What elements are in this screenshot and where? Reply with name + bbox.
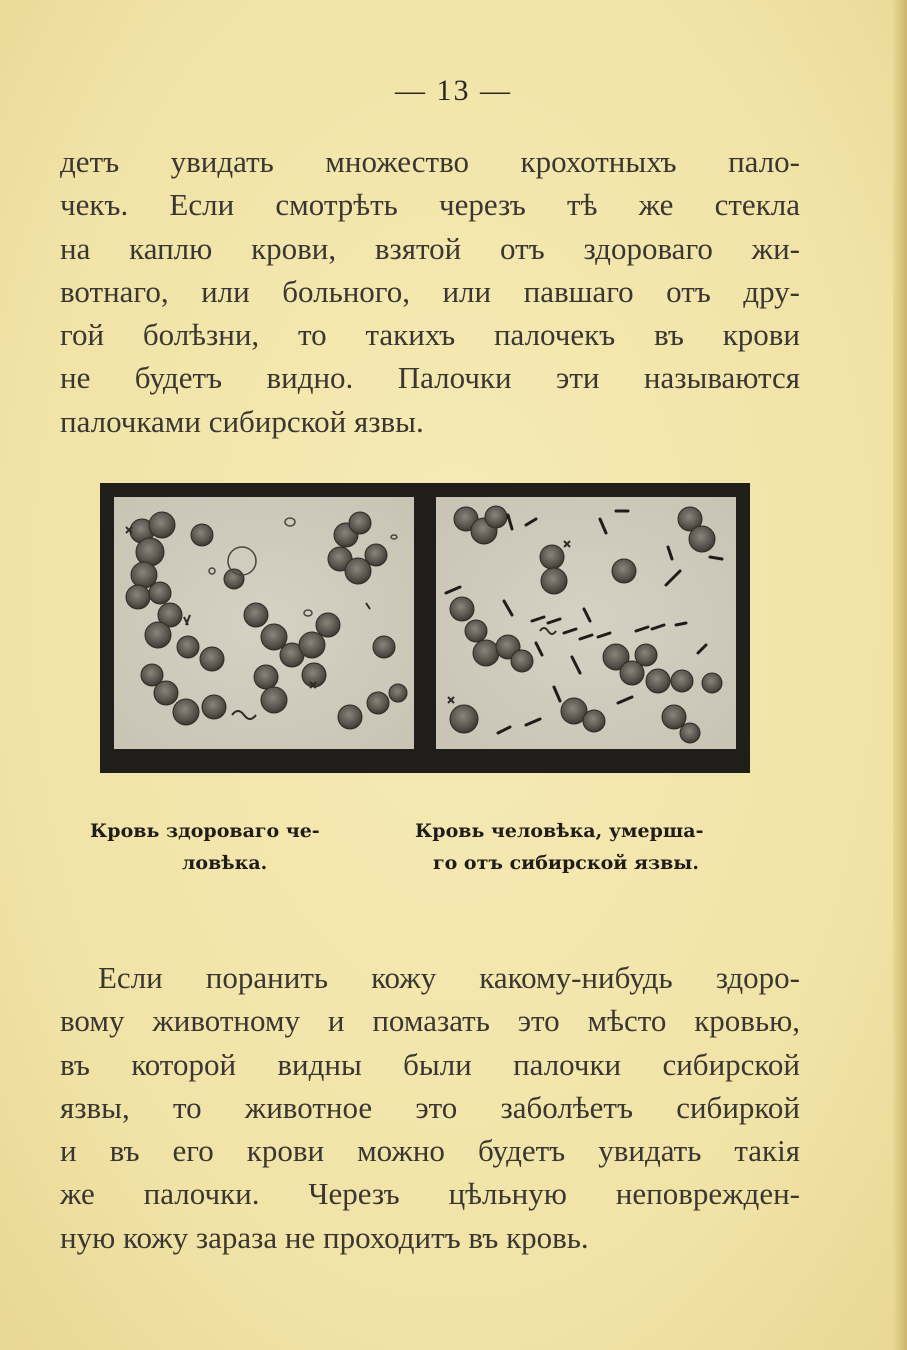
text-line: палочками сибирской язвы. (60, 403, 424, 439)
anthrax-blood-panel (436, 497, 736, 749)
healthy-blood-panel (114, 497, 414, 749)
text-line: не будетъ видно. Палочки эти называются (60, 360, 800, 396)
anthrax-blood-cells-drawing (436, 497, 736, 749)
text-line: гой болѣзни, то такихъ палочекъ въ крови (60, 317, 800, 353)
caption-line: Кровь здороваго че- (90, 820, 320, 842)
page-edge (893, 0, 907, 1350)
text-line: въ которой видны были палочки сибирской (60, 1046, 800, 1082)
text-line: ную кожу зараза не проходитъ въ кровь. (60, 1219, 589, 1255)
paragraph-1 (60, 140, 800, 443)
caption-line: го отъ сибирской язвы. (433, 852, 699, 874)
paragraph-2 (60, 956, 800, 1259)
text-line: и въ его крови можно будетъ увидать такія (60, 1133, 800, 1169)
text-line: же палочки. Черезъ цѣльную неповрежден- (60, 1176, 800, 1212)
text-line: вому животному и помазать это мѣсто кровью, (60, 1003, 800, 1039)
page-number: — 13 — (395, 74, 512, 107)
text-line: язвы, то животное это заболѣетъ сибиркой (60, 1089, 800, 1125)
blood-illustration (100, 483, 750, 773)
healthy-blood-caption (90, 815, 400, 879)
text-line: Если поранить кожу какому-нибудь здоро- (98, 960, 800, 995)
text-line: вотнаго, или больного, или павшаго отъ дру- (60, 273, 800, 309)
text-line: на каплю крови, взятой отъ здороваго жи- (60, 230, 800, 266)
anthrax-blood-caption (415, 815, 795, 879)
text-line: чекъ. Если смотрѣть черезъ тѣ же стекла (60, 187, 800, 223)
caption-line: ловѣка. (182, 852, 268, 874)
caption-line: Кровь человѣка, умерша- (415, 820, 704, 842)
healthy-blood-cells-drawing (114, 497, 414, 749)
text-line: детъ увидать множество крохотныхъ пало- (60, 144, 800, 179)
